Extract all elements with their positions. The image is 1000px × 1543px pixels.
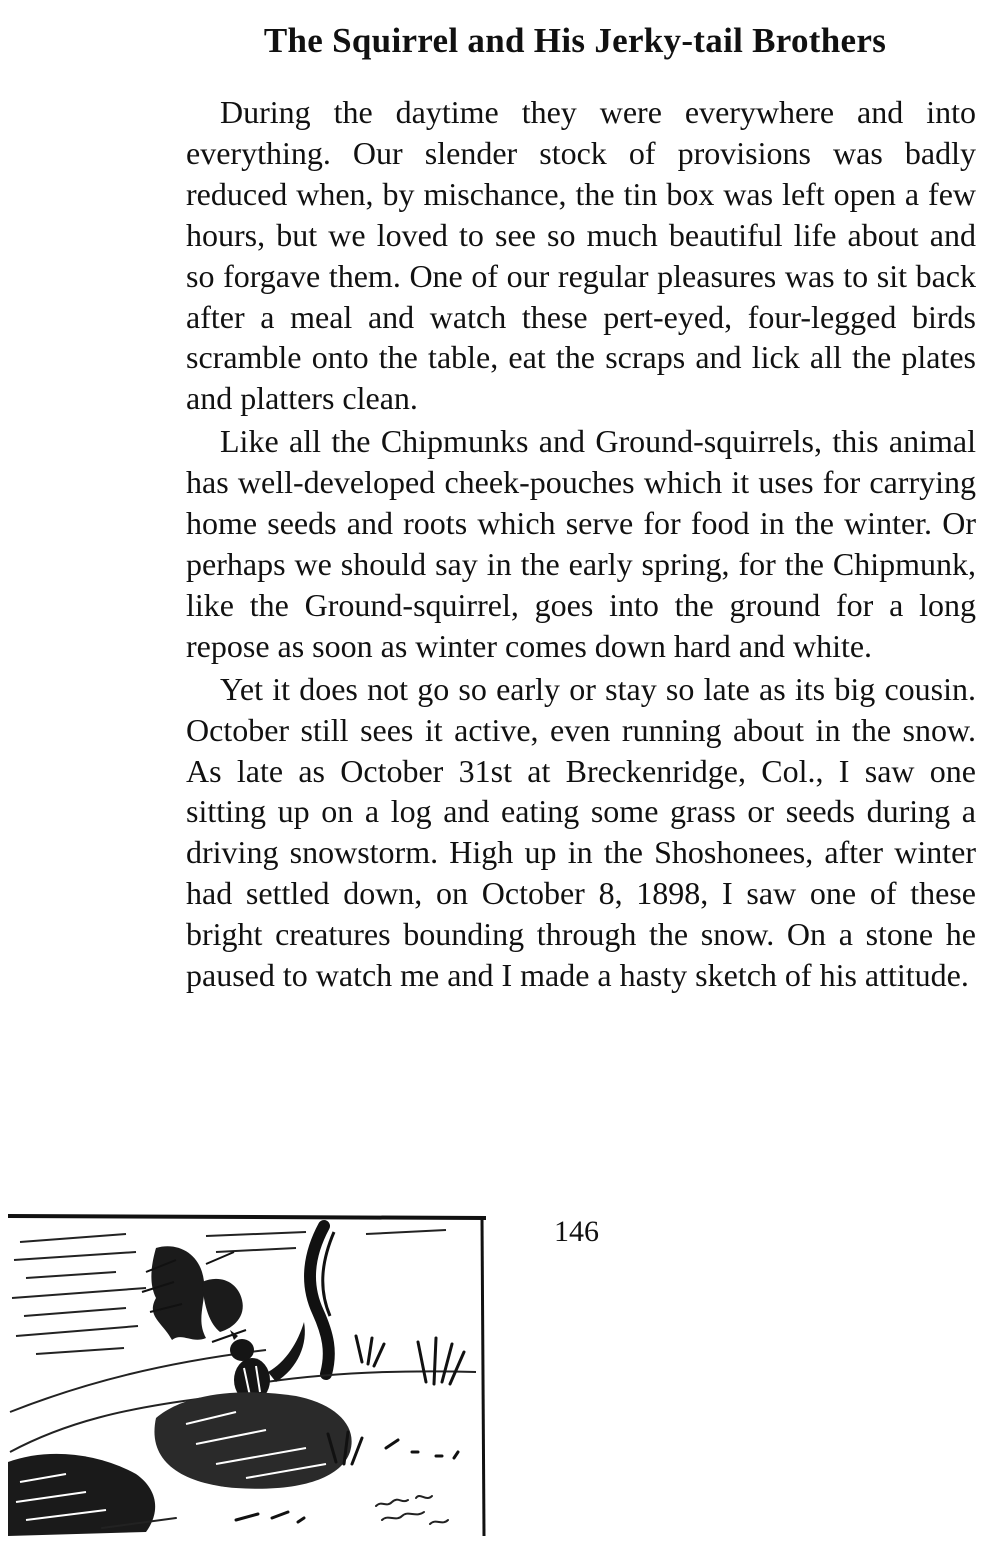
chipmunk-on-stone-sketch-icon [6, 1212, 488, 1538]
paragraph-3: Yet it does not go so early or stay so late as its big cousin. October still sees it active, even running about in the snow. As late as October 31st at Breckenridge, Col., I saw one sitting up on a log and eating some grass or seeds during a driving snowstorm. High up in the Shoshonees, after winter had settled down, on October 8, 1898, I saw one of these bright creatures bounding through the snow. On a stone he paused to watch me and I made a hasty sketch of his attitude. [186, 670, 976, 994]
paragraph-1: During the daytime they were everywhere and into everything. Our slender stock of provisions was badly reduced when, by mischance, the tin box was left open a few hours, but we loved to see so much beautiful life about and so forgave them. One of our regular pleasures was to sit back after a meal and watch these pert-eyed, four-legged birds scramble onto the table, eat the scraps and lick all the plates and platters clean. [186, 94, 976, 417]
body-text [186, 92, 976, 998]
paragraph-2: Like all the Chipmunks and Ground-squirrels, this animal has well-developed cheek-pouches which it uses for carrying home seeds and roots which serve for food in the winter. Or perhaps we should say in the early spring, for the Chipmunk, like the Ground-squirrel, goes into the ground for a long repose as soon as winter comes down hard and white. [186, 423, 976, 664]
running-head: The Squirrel and His Jerky-tail Brothers [263, 21, 887, 60]
page-number: 146 [554, 1215, 599, 1248]
